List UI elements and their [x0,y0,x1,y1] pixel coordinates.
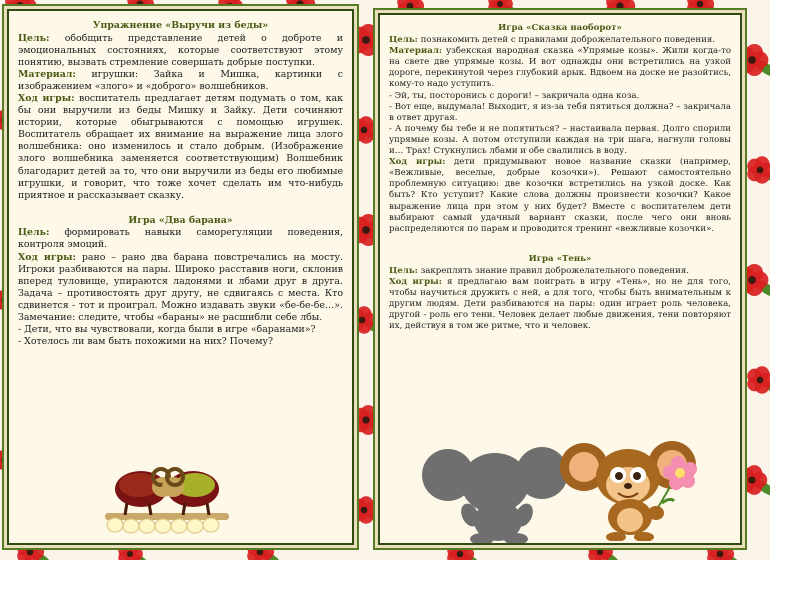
poppy-icon [737,44,770,80]
ex3-goal-label: Цель: [389,35,418,46]
ex3-material [389,46,731,90]
left-card [7,9,354,545]
spacer [389,235,731,253]
cheburashka-character-illustration [558,423,708,541]
poppy-icon [747,156,770,187]
ex3-material-text: узбекская народная сказка «Упрямые козы». Жили когда-то на свете две упрямые козы. И вот однажды они встретились на узкой дороге, перекинутой через глубокий арык. Вдвоем на доске не разойтись, кому-то надо уступить. [389,46,732,90]
ex3-material-label: Материал: [389,46,443,57]
ex4-goal-text: закреплять знание правил доброжелательного поведения. [420,265,690,276]
game-title-two-rams: Игра «Два барана» [128,214,233,226]
ex2-goal-label: Цель: [18,227,50,239]
ex4-process-text: я предлагаю вам поиграть в игру «Тень», но не для того, чтобы научиться дружить с ней, а для того, чтобы быть внимательным к другим людям. Дети разбиваются на пары: один играет роль человека, другой - роль его тени. Человек делает любые движения, тени повторяют их, действуя в том же ритме, что и человек. [389,276,731,332]
ex1-material [18,69,343,93]
ex2-goal [18,227,343,251]
ex3-process-text: дети придумывают новое название сказки (например, «Вежливые, веселые, добрые козочки»). Решают самостоятельно проблемную ситуацию: две козочки встретились на узкой доске. Как быть? Кто уступит? Какие слова должны произнести козочки? Какое выражение лица при этом у них будет? Вместе с воспитателем дети выбирают самый удачный вариант сказки, после чего они вновь распределяются по парам и проводится тренинг «вежливые козочки». [389,157,732,234]
spacer [18,202,343,214]
ex3-dialog-3: - А почему бы тебе и не попятиться? – настаивала первая. Долго спорили упрямые козы. А потом отступили каждая на три шага, нагнули головы и… Трах! Стукнулись лбами и обе свалились в воду. [389,123,731,157]
game-title-shadow: Игра «Тень» [528,253,592,264]
ex3-process-label: Ход игры: [389,157,446,168]
ex1-goal-text: обобщить представление детей о доброте и эмоциональных состояниях, которые соответствуют этому понятию, вызвать стремление совершать добрые поступки. [18,32,344,68]
cheburashka-shadow-illustration [420,435,570,543]
ex1-goal-label: Цель: [18,32,50,44]
ex1-material-label: Материал: [18,68,76,80]
poppy-icon [738,465,770,498]
right-card [378,13,742,545]
ex4-goal [389,266,731,277]
poppy-icon [737,264,770,300]
ex2-goal-text: формировать навыки саморегуляции поведения, контроля эмоций. [18,227,343,251]
ex3-process [389,157,731,235]
ex1-goal [18,33,343,69]
ex4-process [389,277,731,332]
ex3-goal-text: познакомить детей с правилами доброжелательного поведения. [420,35,715,46]
ex4-goal-label: Цель: [389,265,418,276]
exercise-title-help: Упражнение «Выручи из беды» [92,20,269,31]
ex2-process [18,252,343,325]
ex4-process-label: Ход игры: [389,276,442,287]
poppy-icon [747,366,770,397]
ex3-dialog-2: - Вот еще, выдумала! Выходит, я из-за тебя пятиться должна? – закричала в ответ другая. [389,101,731,123]
ex3-dialog-1: - Эй, ты, посторонись с дороги! – закричала одна коза. [389,90,640,101]
ex2-process-label: Ход игры: [18,251,77,263]
ex2-process-text: рано – рано два барана повстречались на мосту. Игроки разбиваются на пары. Широко расставив ноги, склонив вперед туловище, упираются ладонями и лбами друг в друга. Задача – противостоять друг другу, не сдвигаясь с места. Кто сдвинется - тот и проиграл. Можно издавать звуки «бе-бе-бе…». Замечание: следите, чтобы «бараны» не расшибли себе лбы. [18,251,344,323]
ex1-process-text: воспитатель предлагает детям подумать о том, как бы они выручили из беды Мишку и Зайку. Дети сочиняют истории, которые обыгрываются с помощью игрушек. Воспитатель обращает их внимание на выражение лица злого волшебника: оно изменилось и стало добрым. (Изображение злого волшебника заменяется соответствующим) Волшебник благодарит детей за то, что они выручили из беды его любимые игрушки, и говорит, что тоже хочет сделать им что-нибудь приятное и рассказывает сказку. [18,92,343,201]
ex2-question-1: - Дети, что вы чувствовали, когда были в игре «баранами»? [18,324,316,336]
game-title-fairytale-reverse: Игра «Сказка наоборот» [498,23,622,33]
ex2-question-2: - Хотелось ли вам быть похожими на них? Почему? [18,336,274,348]
ex1-material-text: игрушки: Зайка и Мишка, картинки с изображением «злого» и «доброго» волшебников. [18,68,344,92]
ex1-process [18,93,343,202]
ex3-goal [389,35,731,46]
ex1-process-label: Ход игры: [18,92,75,104]
two-rams-illustration [97,447,237,537]
